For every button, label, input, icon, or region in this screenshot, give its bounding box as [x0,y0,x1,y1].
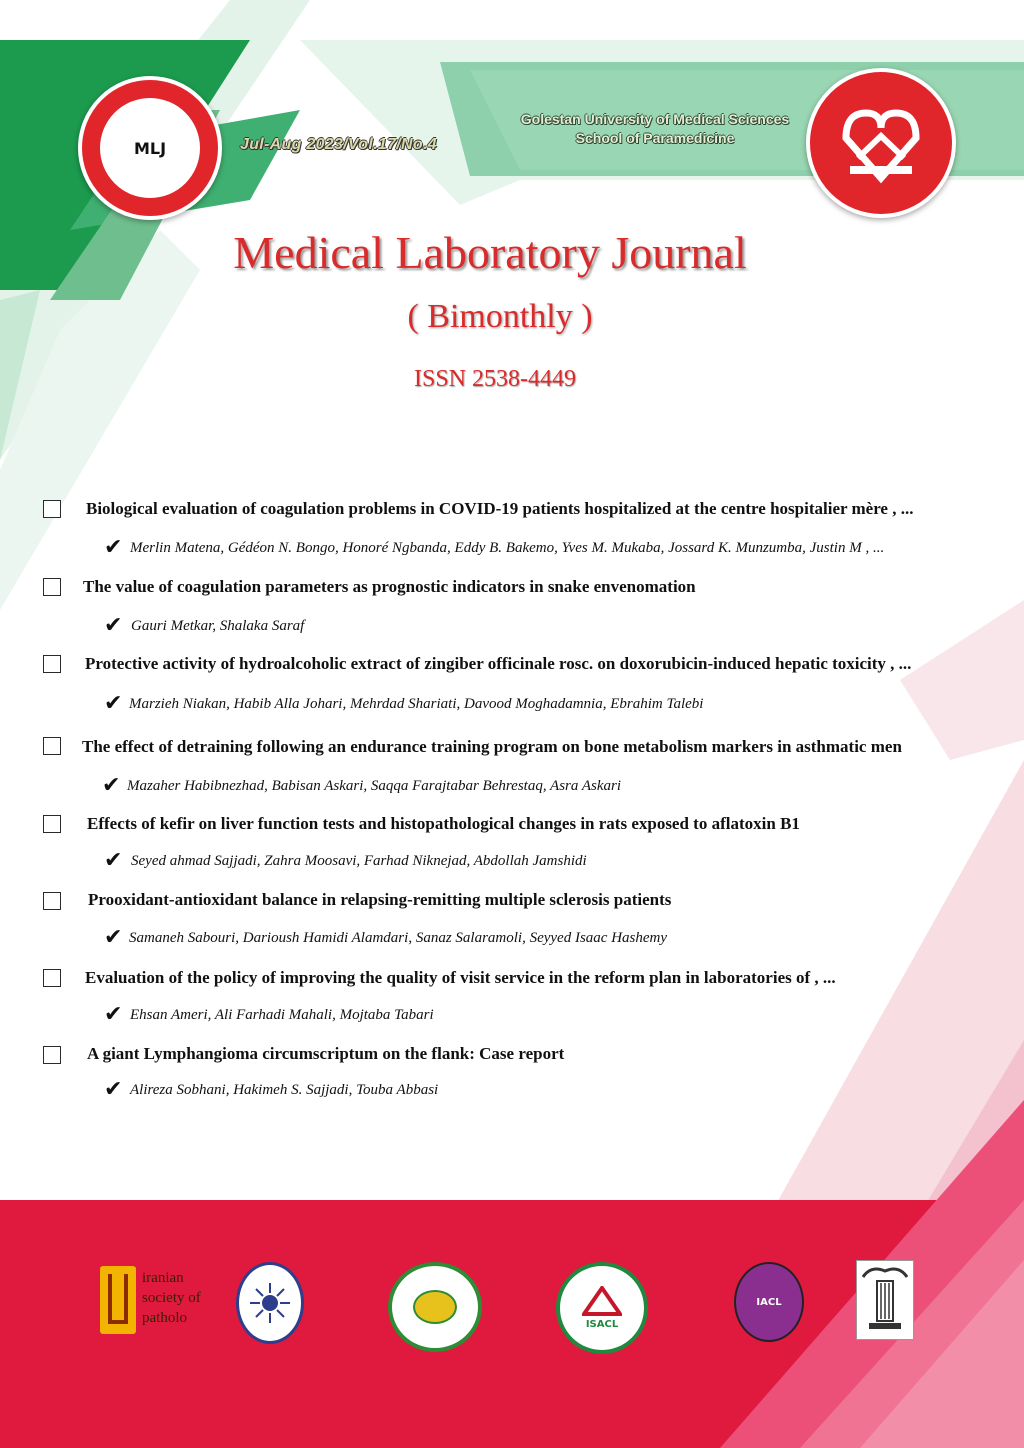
iacl-text: IACL [756,1296,782,1308]
article-checkbox [43,578,61,596]
microscope-icon [100,98,200,198]
gold-emblem-icon [413,1290,457,1324]
society-line-2: society of [142,1290,201,1306]
journal-issn: ISSN 2538-4449 [413,366,576,392]
article-authors: Samaneh Sabouri, Darioush Hamidi Alamdari, Sanaz Salaramoli, Seyyed Isaac Hashemy [129,930,668,946]
isacl-emblem [582,1286,622,1330]
pillar-icon [857,1261,913,1339]
sun-emblem-icon [248,1281,292,1325]
checkmark-icon: ✔ [104,691,123,716]
mlj-logo-text: MLJ [133,138,167,158]
article-title: A giant Lymphangioma circumscriptum on the flank: Case report [87,1044,565,1063]
article-checkbox [43,892,61,910]
lab-association-logo [388,1262,482,1352]
issue-label: Jul-Aug 2023/Vol.17/No.4 [240,136,437,153]
article-title: Evaluation of the policy of improving the quality of visit service in the reform plan in laboratories of , ... [85,968,836,987]
pathology-society-icon [108,1274,128,1324]
journal-title: Medical Laboratory Journal [233,227,747,278]
institution [508,110,802,148]
society-line-3: patholo [142,1310,187,1326]
checkmark-icon: ✔ [104,535,123,560]
column-emblem-logo [856,1260,914,1340]
article-title: Protective activity of hydroalcoholic extract of zingiber officinale rosc. on doxorubicin-induced hepatic toxicity , ... [85,654,912,673]
society-line-1: iranian [142,1270,184,1286]
journal-frequency: ( Bimonthly ) [407,298,593,335]
institution-name: Golestan University of Medical Sciences [520,111,790,127]
university-logo [806,68,956,218]
checkmark-icon: ✔ [104,925,123,950]
article-checkbox [43,737,61,755]
article-authors: Merlin Matena, Gédéon N. Bongo, Honoré Ngbanda, Eddy B. Bakemo, Yves M. Mukaba, Jossard K. Munzumba, Justin M , ... [130,540,885,556]
checkmark-icon: ✔ [104,848,123,873]
article-checkbox [43,1046,61,1064]
isacl-logo [556,1262,648,1354]
checkmark-icon: ✔ [104,1002,123,1027]
school-name: School of Paramedicine [575,130,735,146]
mlj-logo [78,76,222,220]
iacl-logo [734,1262,804,1342]
article-authors: Marzieh Niakan, Habib Alla Johari, Mehrdad Shariati, Davood Moghadamnia, Ebrahim Talebi [129,696,704,712]
article-authors: Alireza Sobhani, Hakimeh S. Sajjadi, Touba Abbasi [130,1082,439,1098]
article-authors: Gauri Metkar, Shalaka Saraf [131,618,305,634]
article-title: Biological evaluation of coagulation problems in COVID-19 patients hospitalized at the centre hospitalier mère , ... [86,499,914,518]
pathology-society-logo [100,1266,136,1334]
parasitology-society-logo [236,1262,304,1344]
article-checkbox [43,815,61,833]
article-title: The value of coagulation parameters as prognostic indicators in snake envenomation [83,577,696,596]
article-authors: Seyed ahmad Sajjadi, Zahra Moosavi, Farhad Niknejad, Abdollah Jamshidi [131,853,587,869]
isacl-text: ISACL [585,1319,619,1330]
article-checkbox [43,500,61,518]
checkmark-icon: ✔ [104,1077,123,1102]
article-title: Effects of kefir on liver function tests and histopathological changes in rats exposed to aflatoxin B1 [87,814,800,833]
article-authors: Mazaher Habibnezhad, Babisan Askari, Saqqa Farajtabar Behrestaq, Asra Askari [127,778,622,794]
article-checkbox [43,655,61,673]
triangle-icon [582,1286,622,1316]
article-title: The effect of detraining following an endurance training program on bone metabolism markers in asthmatic men [82,737,902,756]
article-authors: Ehsan Ameri, Ali Farhadi Mahali, Mojtaba Tabari [130,1007,434,1023]
university-emblem-icon [836,98,926,188]
article-title: Prooxidant-antioxidant balance in relapsing-remitting multiple sclerosis patients [88,890,672,909]
checkmark-icon: ✔ [104,613,123,638]
article-checkbox [43,969,61,987]
checkmark-icon: ✔ [102,773,121,798]
pathology-society-text [142,1268,201,1328]
